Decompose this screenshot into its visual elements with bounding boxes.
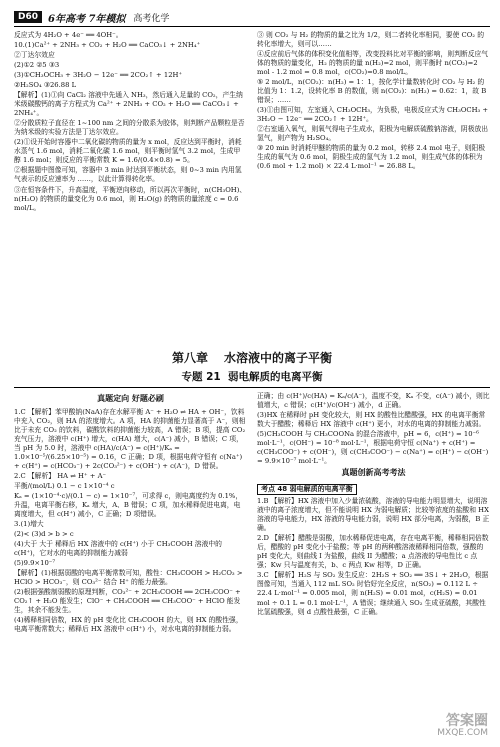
top-right-column: [257, 31, 490, 341]
section-title: 真题定向 好题必刷: [97, 394, 164, 403]
text-line: 反应式为 4H₂O + 4e⁻ ══ 4OH⁻。: [14, 31, 123, 39]
text-line: (2)①2 ②5 ③3: [14, 61, 60, 70]
text-line: ⑤ 2 mol/L，n(CO₂)：n(H₂) = 1：1，按化学计量数转化时 CO₂ 与 H₂ 的比值为 1：1.2，设转化率 B 的数值，则 n(CO₂)：n(H₂) = 0.62：1，故 B 错误；……: [257, 78, 487, 105]
bottom-left-column: [14, 392, 247, 742]
text-line: (3)HX 在稀释时 pH 变化较大，则 HX 的酸性比醋酸强，HX 的电离平衡常数大于醋酸；稀释后 HX 溶液中 c(H⁺) 更小，对水的电离的抑制能力减弱。: [257, 411, 486, 429]
text-line: (5)9.9×10⁻⁷: [14, 559, 56, 568]
text-line: (3)①CH₃OCH₃ + 3H₂O − 12e⁻ ══ 2CO₂↑ + 12H⁺: [14, 71, 183, 80]
text-line: ②分散质粒子直径在 1~100 nm 之间的分散系为胶体，则判断产品颗粒是否为纳米级的实验方法是丁达尔效应。: [14, 119, 245, 137]
section-title: 真题创新高考考法: [341, 468, 406, 478]
page-number: D60: [14, 11, 42, 23]
text-line: 【解析】(1)①向 CaCl₂ 溶液中先通入 NH₃，然后通入足量的 CO₂，产生纳米级碳酸钙的离子方程式为 Ca²⁺ + 2NH₃ + CO₂ + H₂O ══ CaCO₃↓ + 2NH₄⁺。: [14, 91, 243, 118]
topic-title: 弱电解质的电离平衡: [228, 371, 323, 383]
text-line: ②H₂SO₄ ③26.88 L: [14, 81, 77, 90]
watermark-logo: 答案圈: [446, 712, 488, 729]
brand-title: 6年高考 7年模拟: [48, 13, 126, 25]
text-line: (2)根据强酸制弱酸的原理判断，CO₃²⁻ + 2CH₃COOH ══ 2CH₃COO⁻ + CO₂↑ + H₂O 能发生；ClO⁻ + CH₃COOH ══ CH₃COO⁻ + HClO 能发生，其余不能发生。: [14, 588, 241, 615]
text-line: ③ 则 CO₂ 与 H₂ 的物质的量之比为 1/2，则二者转化率相同，要使 CO₂ 的转化率增大，则可以……: [257, 31, 484, 49]
text-line: 3.(1)增大: [14, 520, 44, 528]
text-line: ②丁达尔效应: [14, 51, 55, 60]
text-line: (2)①设开始时容器中二氧化碳的物质的量为 x mol，反应达到平衡时，消耗水蒸气 1.6 mol，消耗二氧化碳 1.6 mol，则平衡时氢气 3.2 mol，生成甲醇 1.6 mol；则反应的平衡常数 K = 1.6/(0.4×0.8) = 5。: [14, 138, 242, 165]
text-line: 平衡/(mol/L) 0.1 − c 1×10⁻⁴ c: [14, 481, 115, 490]
topic-tag: 考点 48 弱电解质的电离平衡: [257, 484, 357, 495]
text-line: 【解析】(1)根据弱酸的电离平衡常数可知，酸性：CH₃COOH > H₂CO₃ > HClO > HCO₃⁻，则 CO₃²⁻ 结合 H⁺ 的能力最强。: [14, 569, 243, 587]
text-line: (5)CH₃COOH 与 CH₃COONa 的混合溶液中，pH = 6，c(H⁺) = 10⁻⁶ mol·L⁻¹，c(OH⁻) = 10⁻⁸ mol·L⁻¹，根据电荷守恒 c(Na⁺) + c(H⁺) = c(CH₃COO⁻) + c(OH⁻)，则 c(CH₃COO⁻) − c(Na⁺) = c(H⁺) − c(OH⁻) = 9.9×10⁻⁷ mol·L⁻¹。: [257, 430, 489, 466]
topic-heading: [14, 369, 490, 388]
text-line: ③ 20 min 时消耗甲醚的物质的量为 0.2 mol，转移 2.4 mol 电子，则阳极生成的氧气为 0.6 mol，阴极生成的氢气为 1.2 mol，则生成气体的体积为 (0.6 mol + 1.2 mol) × 22.4 L·mol⁻¹ = 26.88 L。: [257, 144, 486, 171]
text-line: 10.(1)Ca²⁺ + 2NH₃ + CO₂ + H₂O ══ CaCO₃↓ + 2NH₄⁺: [14, 41, 201, 50]
top-left-column: [14, 31, 247, 341]
text-line: ②根据题中图像可知，容器中 3 min 时达到平衡状态，则 0~3 min 内用氢气表示的反应速率为 ……，以此计算得转化率。: [14, 166, 242, 184]
watermark-url: MXQE.COM: [437, 728, 488, 739]
text-line: ②右室通入氧气，则氧气得电子生成水，阳极为电解质硫酸钠溶液，阴极放出氢气，则产物为 H₂SO₄。: [257, 125, 489, 143]
text-line: (3)①由图可知，左室通入 CH₃OCH₃，为负极，电极反应式为 CH₃OCH₃ + 3H₂O − 12e⁻ ══ 2CO₂↑ + 12H⁺。: [257, 106, 489, 124]
text-line: (4)稀释相同倍数，HX 的 pH 变化比 CH₃COOH 的大，则 HX 的酸性强，电离平衡常数大；稀释后 HX 溶液中 c(H⁺) 小，对水电离的抑制能力弱。: [14, 616, 243, 634]
text-line: 2.D 【解析】醋酸是弱酸，加水稀释促进电离，存在电离平衡，稀释相同倍数后，醋酸的 pH 变化小于盐酸；等 pH 的两种酸溶液稀释相同倍数，强酸的 pH 变化大，则曲线 I 为盐酸，曲线 II 为醋酸；a 点溶液的导电性比 c 点强；Kw 只与温度有关，b、c 两点 Kw 相等，D 正确。: [257, 534, 489, 570]
top-columns: [14, 31, 490, 341]
topic-number: 专题 21: [181, 371, 221, 383]
text-line: (2)< (3)d > b > c: [14, 530, 74, 539]
text-line: 1.C 【解析】苯甲酸钠(NaA)存在水解平衡 A⁻ + H₂O ⇌ HA + OH⁻，饮料中充入 CO₂，则 HA 的浓度增大。A 项，HA 的抑菌能力显著高于 A⁻，则相比于未充 CO₂ 的饮料，碳酸饮料的抑菌能力较高，A 错误；B 项，提高 CO₂ 充气压力，溶液中 c(H⁺) 增大，c(HA) 增大，c(A⁻) 减小，B 错误；C 项，当 pH 为 5.0 时，溶液中 c(HA)/c(A⁻) = c(H⁺)/Kₐ = 1.0×10⁻⁵/(6.25×10⁻⁵) = 0.16，C 正确；D 项，根据电荷守恒有 c(Na⁺) + c(H⁺) = c(HCO₃⁻) + 2c(CO₃²⁻) + c(OH⁻) + c(A⁻)，D 错误。: [14, 407, 246, 470]
bottom-columns: [14, 392, 490, 742]
text-line: (4)大于 大于 稀释后 HX 溶液中的 c(H⁺) 小于 CH₃COOH 溶液中的 c(H⁺)，它对水的电离的抑制能力减弱: [14, 540, 222, 558]
chapter-number: 第八章: [171, 351, 208, 365]
subject-title: 高考化学: [133, 13, 170, 24]
text-line: Kₐ = (1×10⁻⁴·c)/(0.1 − c) = 1×10⁻⁷，可求得 c，则电离度约为 0.1%，升温，电离平衡右移，Kₐ 增大，A、B 错误；C 项，加水稀释促进电离，电离度增大，但 c(H⁺) 减小，C 正确；D 项错误。: [14, 491, 243, 518]
text-line: 2.C 【解析】 HA ⇌ H⁺ + A⁻: [14, 471, 107, 480]
text-line: ③在恒容条件下，升高温度，平衡逆向移动，所以再次平衡时，n(CH₃OH)、n(H₂O) 的物质的量变化为 0.6 mol，则 H₂O(g) 的物质的量浓度 c = 0.6 mol/L。: [14, 185, 247, 212]
watermark: [437, 714, 488, 739]
chapter-heading: [14, 349, 490, 366]
page-header: [14, 8, 490, 27]
bottom-right-column: [257, 392, 490, 742]
text-line: 3.C 【解析】H₂S 与 SO₂ 发生反应：2H₂S + SO₂ ══ 3S↓ + 2H₂O，根据图像可知，当通入 112 mL SO₂ 时恰好完全反应，n(SO₂) = 0.112 L ÷ 22.4 L·mol⁻¹ = 0.005 mol，则 n(H₂S) = 0.01 mol，c(H₂S) = 0.01 mol ÷ 0.1 L = 0.1 mol·L⁻¹，A 错误；继续通入 SO₂ 生成亚硫酸，其酸性比氢硫酸强，则 d 点酸性最强，C 正确。: [257, 571, 489, 616]
text-line: 正确；由 c(H⁺)/c(HA) = Kₐ/c(A⁻)，温度不变，Kₐ 不变，c(A⁻) 减小，则比值增大，c 错误；c(H⁺)/c(OH⁻) 减小，d 正确。: [257, 392, 490, 410]
text-line: 1.B 【解析】HX 溶液中加入少量浓硫酸，溶液的导电能力明显增大，说明溶液中的离子浓度增大，但不能说明 HX 为弱电解质；比较等浓度的盐酸和 HX 溶液的导电能力，HX 溶液的导电能力弱，说明 HX 部分电离，为弱酸，B 正确。: [257, 497, 490, 533]
chapter-title: 水溶液中的离子平衡: [224, 351, 333, 365]
text-line: ④反应前后气体的体积变化值相等，改变投料比对平衡的影响，则判断反应气体的物质的量变化，H₂ 的物质的量 n(H₂)=2 mol，则平衡时 n(CO₂)=2 mol - 1.2 mol = 0.8 mol，c(CO₂)=0.8 mol/L。: [257, 50, 489, 77]
